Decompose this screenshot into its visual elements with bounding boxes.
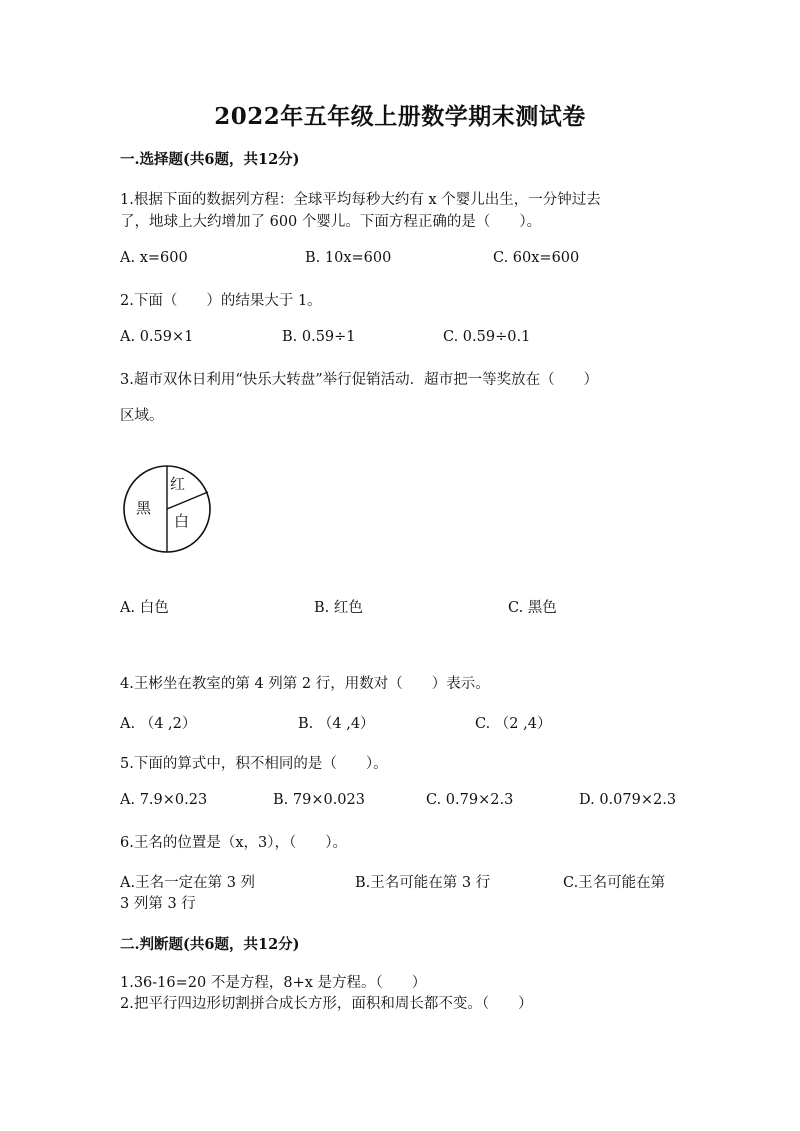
section-heading-judgment: 二.判断题(共6题，共12分)	[120, 936, 300, 953]
question-2-line-1: 2.下面（ ）的结果大于 1。	[120, 293, 322, 309]
question-3-option-a: A. 白色	[120, 600, 169, 616]
question-5-line-1: 5.下面的算式中，积不相同的是（ ）。	[120, 756, 388, 772]
question-1-line-2: 了，地球上大约增加了 600 个婴儿。下面方程正确的是（ ）。	[120, 214, 542, 230]
question-2-option-c: C. 0.59÷0.1	[443, 329, 531, 345]
question-1-option-c: C. 60x=600	[493, 250, 580, 266]
question-5-option-d: D. 0.079×2.3	[579, 792, 677, 808]
question-6-option-b: B.王名可能在第 3 行	[355, 875, 491, 891]
question-1-option-a: A. x=600	[120, 250, 188, 266]
question-4-line-1: 4.王彬坐在教室的第 4 列第 2 行，用数对（ ）表示。	[120, 676, 490, 692]
question-5-option-c: C. 0.79×2.3	[426, 792, 514, 808]
section-heading-choice: 一.选择题(共6题，共12分)	[120, 151, 300, 168]
question-4-option-c: C. （2 ,4）	[475, 716, 552, 732]
judgment-1: 1.36-16=20 不是方程，8+x 是方程。（ ）	[120, 975, 427, 991]
question-3-option-c: C. 黑色	[508, 600, 557, 616]
wheel-label-red: 红	[170, 475, 186, 493]
question-1-line-1: 1.根据下面的数据列方程：全球平均每秒大约有 x 个婴儿出生，一分钟过去	[120, 192, 601, 208]
wheel-divider-diagonal	[167, 492, 208, 509]
question-5-option-a: A. 7.9×0.23	[120, 792, 208, 808]
question-5-option-b: B. 79×0.023	[273, 792, 365, 808]
wheel-label-white: 白	[174, 512, 190, 530]
question-6-option-c-continuation: 3 列第 3 行	[120, 896, 196, 912]
question-1-option-b: B. 10x=600	[305, 250, 392, 266]
question-2-option-b: B. 0.59÷1	[282, 329, 356, 345]
question-4-option-a: A. （4 ,2）	[120, 716, 197, 732]
question-6-option-c: C.王名可能在第	[563, 875, 666, 891]
question-6-line-1: 6.王名的位置是（x，3），（ ）。	[120, 835, 347, 851]
question-3-line-1: 3.超市双休日利用“快乐大转盘”举行促销活动．超市把一等奖放在（ ）	[120, 372, 599, 388]
question-6-option-a: A.王名一定在第 3 列	[120, 875, 256, 891]
wheel-label-black: 黑	[136, 499, 152, 517]
question-3-line-2: 区域。	[120, 408, 164, 424]
question-2-option-a: A. 0.59×1	[120, 329, 194, 345]
judgment-2: 2.把平行四边形切割拼合成长方形，面积和周长都不变。（ ）	[120, 996, 533, 1012]
question-3-option-b: B. 红色	[314, 600, 363, 616]
page-title: 2022年五年级上册数学期末测试卷	[214, 103, 586, 130]
prize-wheel-figure	[122, 464, 212, 554]
question-4-option-b: B. （4 ,4）	[298, 716, 375, 732]
